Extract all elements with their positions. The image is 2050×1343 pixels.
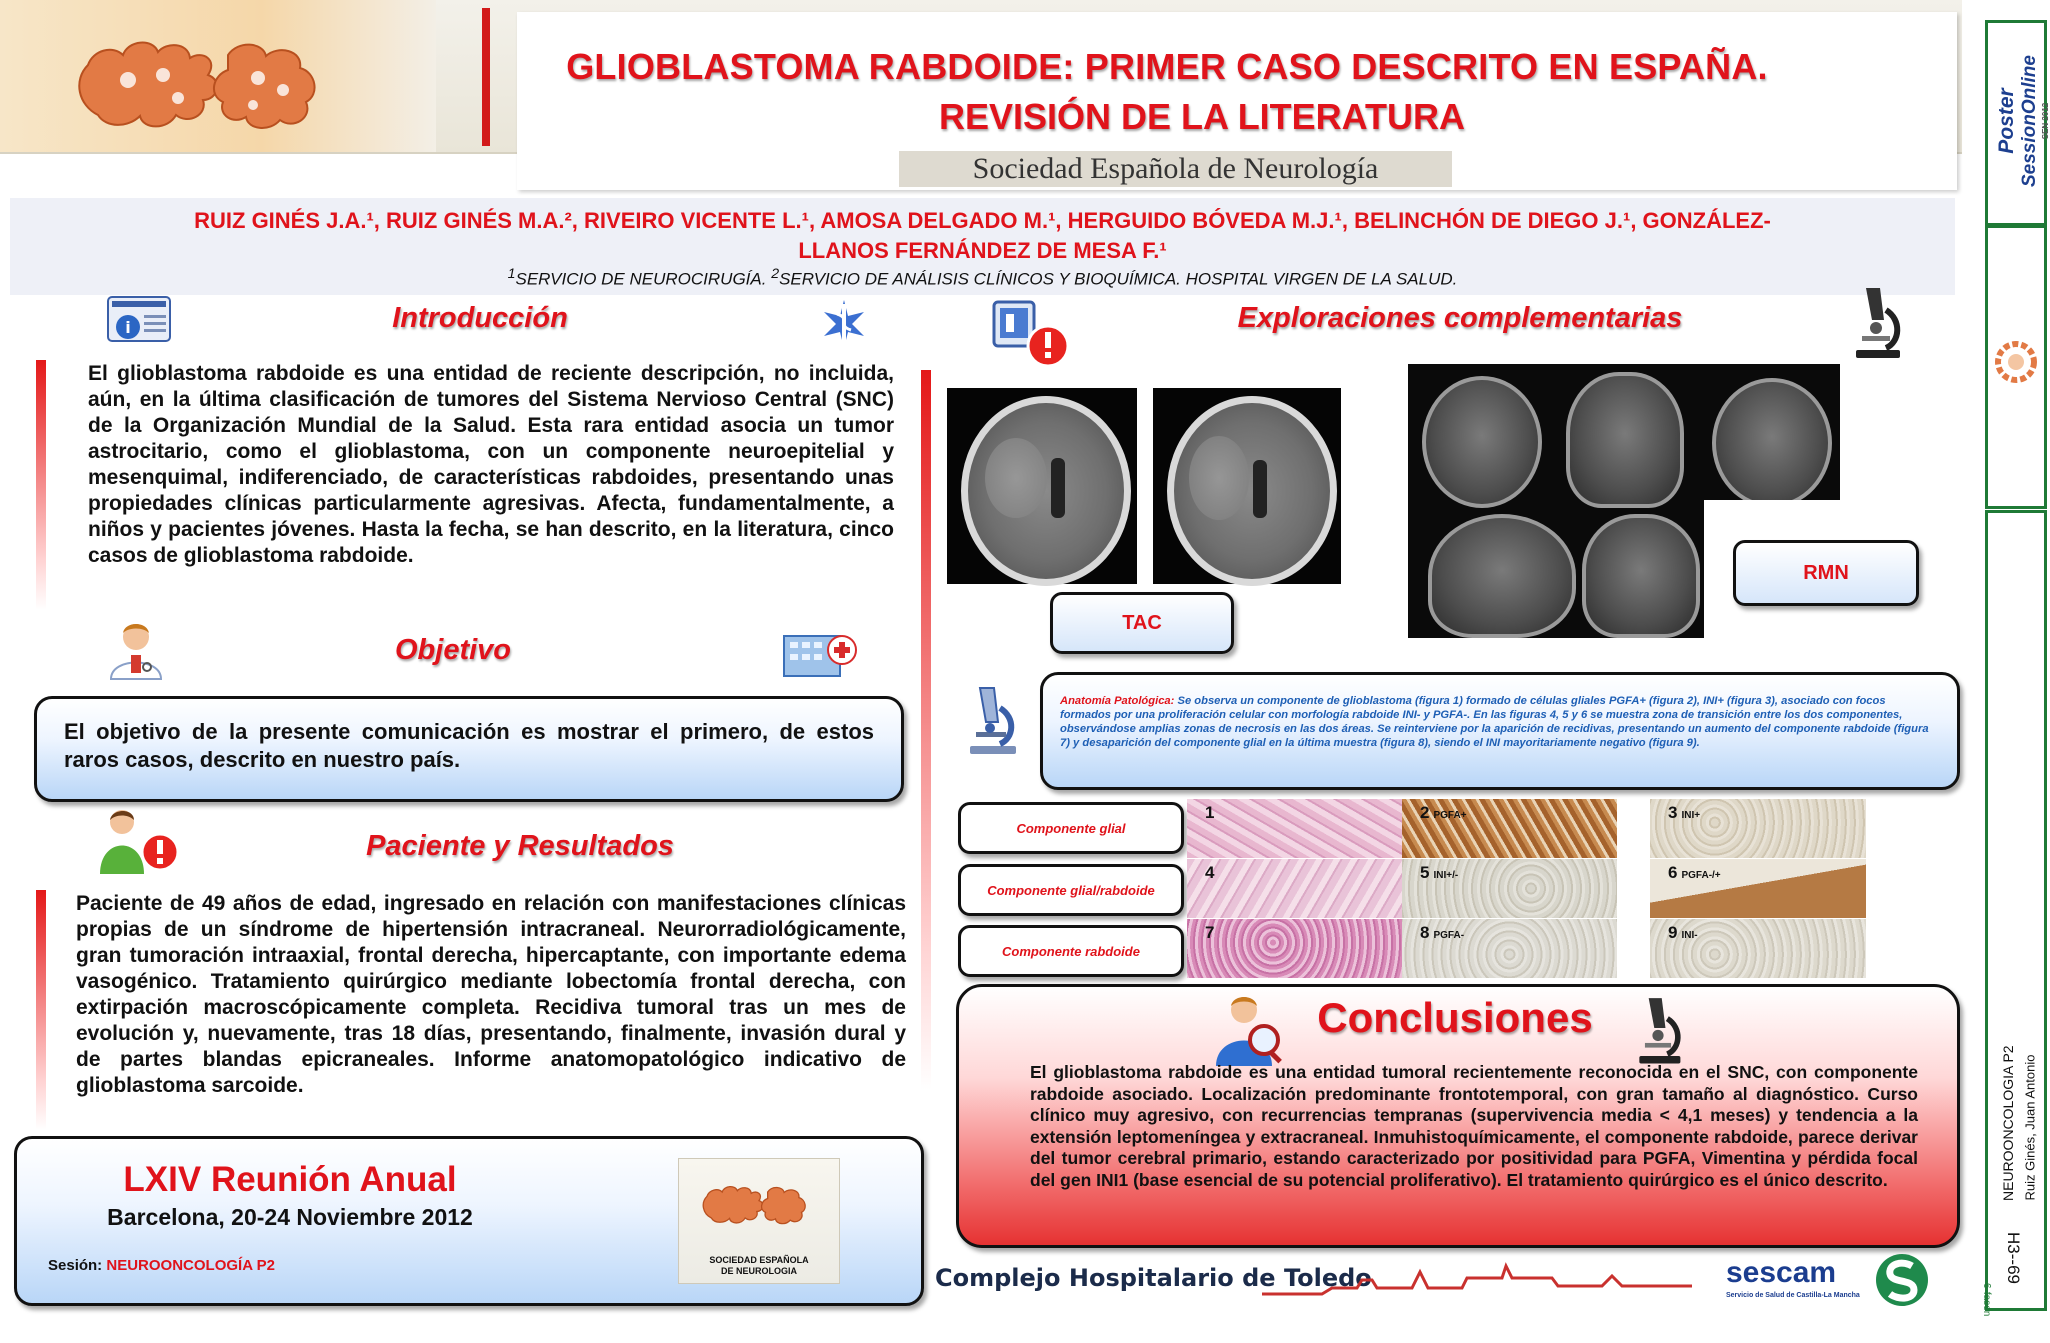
monitor-alert-icon [990, 296, 1080, 372]
middle-red-bar [921, 370, 931, 1090]
affiliations [10, 266, 1955, 290]
sidebar-category: NEUROONCOLOGIA P2 [2000, 1045, 2016, 1201]
sen-logo-text-line2: DE NEUROLOGIA [720, 1266, 797, 1276]
histology-panel-9-tag: INI- [1681, 930, 1698, 941]
histology-panel-9 [1650, 919, 1866, 978]
histology-panel-8-num: 8 [1420, 923, 1430, 942]
histology-panel-2-num: 2 [1420, 803, 1430, 822]
section-title-exploraciones: Exploraciones complementarias [1237, 302, 1683, 334]
hospital-name: Complejo Hospitalario de Toledo [935, 1264, 1372, 1292]
sidebar-logo-box [1985, 225, 2047, 509]
section-title-introduccion: Introducción [392, 302, 568, 334]
microscope-lab-icon [958, 682, 1028, 758]
hospital-building-icon [780, 624, 860, 680]
objetivo-text: El objetivo de la presente comunicación es mostrar el primero, de estos raros casos, descrito en nuestro país. [64, 719, 874, 772]
session-label: Sesión: [48, 1257, 107, 1274]
histology-panel-7 [1187, 919, 1402, 978]
intro-red-bar [36, 360, 46, 610]
medical-caduceus-icon [811, 296, 877, 352]
mri-axial-1 [1422, 376, 1542, 508]
affiliation-sup-2: 2 [771, 266, 780, 282]
meeting-place: Barcelona, 20-24 Noviembre 2012 [107, 1204, 473, 1230]
sen-logo-text-line1: SOCIEDAD ESPAÑOLA [709, 1255, 809, 1265]
sescam-name: sescam [1726, 1256, 1837, 1289]
histology-panel-7-num: 7 [1205, 923, 1215, 942]
doctor-icon [103, 619, 169, 681]
sescam-logo [1726, 1256, 1926, 1306]
sen-logo-box [678, 1158, 840, 1284]
histology-panel-5 [1402, 859, 1617, 918]
poster-session-online-brand [1995, 26, 2050, 216]
patient-alert-icon [96, 808, 186, 876]
brain-logo-small-icon [694, 1165, 824, 1245]
mri-sagittal [1428, 514, 1576, 638]
section-title-paciente: Paciente y Resultados [366, 830, 674, 862]
sidebar-brand-box[interactable] [1985, 20, 2050, 226]
sidebar-author: Ruiz Ginés, Juan Antonio [2022, 1054, 2038, 1201]
affiliation-sup-1: 1 [507, 266, 516, 282]
poster-title-line1: GLIOBLASTOMA RABDOIDE: PRIMER CASO DESCRITO EN ESPAÑA. [566, 46, 1768, 87]
histology-panel-6-num: 6 [1668, 863, 1678, 882]
authors-line1: RUIZ GINÉS J.A.¹, RUIZ GINÉS M.A.², RIVEIRO VICENTE L.¹, AMOSA DELGADO M.¹, HERGUIDO BÓVEDA M.J.¹, BELINCHÓN DE DIEGO J.¹, GONZÁLEZ- [194, 208, 1771, 233]
header-red-divider [482, 8, 490, 146]
histology-panel-1-num: 1 [1205, 803, 1215, 822]
row-label-glial-rabdoide: Componente glial/rabdoide [958, 864, 1184, 916]
histology-panel-6 [1650, 859, 1866, 918]
mri-axial-2 [1712, 378, 1832, 508]
tac-label: TAC [1050, 592, 1234, 654]
histology-panel-4-num: 4 [1205, 863, 1215, 882]
microscope-dark-icon [1630, 990, 1686, 1066]
brain-logo-icon [58, 20, 358, 150]
histology-panel-2-tag: PGFA+ [1433, 810, 1467, 821]
paciente-red-bar [36, 890, 46, 1130]
meeting-title: LXIV Reunión Anual [123, 1160, 457, 1199]
paciente-text: Paciente de 49 años de edad, ingresado en relación con manifestaciones clínicas propias de un síndrome de hipertensión intracraneal. Neurorradiológicamente, gran tumoración intraaxial, frontal derecha, hipercaptante, con importante edema vasogénico. Tratamiento quirúrgico mediante lobectomía frontal derecha, con extirpación macroscópicamente completa. Recidiva tumoral tras un mes de evolución y, nuevamente, tras 18 días, presentando, finalmente, invasión dural y de partes blandas epicraneales. Informe anatomopatológico indicativo de glioblastoma sarcoide. [76, 892, 906, 1097]
histology-panel-6-tag: PGFA-/+ [1681, 870, 1721, 881]
histology-panel-3 [1650, 799, 1866, 858]
row-label-rabdoide: Componente rabdoide [958, 925, 1184, 977]
sidebar-credit: 6-fasen [1981, 1283, 1992, 1317]
society-name-label: Sociedad Española de Neurología [899, 151, 1452, 187]
brand-small: SEN 2012 [2041, 102, 2050, 140]
authors-line2: LLANOS FERNÁNDEZ DE MESA F.¹ [798, 238, 1167, 263]
sidebar-code: H3--69 [2004, 1232, 2023, 1284]
brain-logo-sidebar-icon [1994, 340, 2038, 384]
info-card-icon [106, 295, 172, 345]
histology-panel-5-tag: INI+/- [1433, 870, 1459, 881]
histology-panel-8 [1402, 919, 1617, 978]
brand-poster: Poster [1995, 88, 2018, 154]
anatomia-text [1060, 694, 1936, 750]
histology-panel-9-num: 9 [1668, 923, 1678, 942]
ct-scan-image-1 [947, 388, 1137, 584]
histology-panel-8-tag: PGFA- [1433, 930, 1465, 941]
intro-text: El glioblastoma rabdoide es una entidad de reciente descripción, no incluida, aún, en la última clasificación de tumores del Sistema Nervioso Central (SNC) de la Organización Mundial de la Salud. Esta rara entidad asocia un tumor astrocitario, como el glioblastoma, con un componente neuroepitelial y mesenquimal, indiferenciado, de características rabdoides, presentando unas propiedades clínicas particularmente agresivas. Afecta, fundamentalmente, a niños y pacientes jóvenes. Hasta la fecha, se han descrito, en la literatura, cinco casos de glioblastoma rabdoide. [88, 362, 894, 567]
svg-text:i: i [125, 318, 131, 337]
histology-panel-1 [1187, 799, 1402, 858]
toledo-skyline-icon [1262, 1258, 1692, 1298]
doctor-magnifier-icon [1208, 992, 1288, 1068]
ct-scan-image-2 [1153, 388, 1341, 584]
meeting-session [48, 1257, 275, 1274]
session-value: NEUROONCOLOGÍA P2 [106, 1257, 275, 1274]
header-logo-area [0, 0, 436, 152]
mri-coronal-2 [1582, 514, 1700, 638]
anatomia-label: Anatomía Patológica: [1060, 695, 1175, 707]
histology-panel-2 [1402, 799, 1617, 858]
affiliation-2: SERVICIO DE ANÁLISIS CLÍNICOS Y BIOQUÍMICA. HOSPITAL VIRGEN DE LA SALUD. [779, 269, 1458, 289]
microscope-icon [1846, 280, 1906, 360]
histology-panel-4 [1187, 859, 1402, 918]
section-title-objetivo: Objetivo [394, 634, 511, 666]
brand-session-online: SessionOnline [2019, 55, 2040, 187]
mri-coronal [1566, 372, 1684, 508]
row-label-glial: Componente glial [958, 802, 1184, 854]
conclusiones-text: El glioblastoma rabdoide es una entidad tumoral recientemente reconocida en el SNC, con componente rabdoide asociado. Localización predominante frontotemporal, con gran tamaño al diagnóstico. Curso clínico muy agresivo, con recurrencias tempranas (supervivencia media < 4,1 meses) y tendencia a la extensión leptomeníngea y extracraneal. Inmuhistoquímicamente, el componente rabdoide, parece derivar del tumor cerebral primario, estando caracterizado por positividad para PGFA, Vimentina y pérdida focal del gen INI1 (base esencial de su potencial proliferativo). El tratamiento quirúrgico es el único descrito. [1030, 1062, 1918, 1190]
sescam-s-icon [1874, 1252, 1930, 1308]
affiliation-1: SERVICIO DE NEUROCIRUGÍA. [515, 269, 772, 289]
rmn-label: RMN [1733, 540, 1919, 606]
anatomia-description: Se observa un componente de glioblastoma (figura 1) formado de células gliales PGFA+ (figura 2), INI+ (figura 3), asociado con focos formados por una proliferación celular con morfología rabdoide INI- y PGFA-. En las figuras 4, 5 y 6 se muestra zona de transición entre los dos componentes, observándose amplias zonas de necrosis en las dos áreas. Se reinterviene por la aparición de recidivas, presentando un aumento del componente rabdoide (figura 7) y desaparición del componente glial en la última muestra (figura 8), siendo el INI mayoritariamente negativo (figura 9). [1060, 695, 1929, 749]
poster-title-line2: REVISIÓN DE LA LITERATURA [938, 96, 1465, 137]
sescam-subtitle: Servicio de Salud de Castilla-La Mancha [1726, 1292, 1860, 1299]
section-title-conclusiones: Conclusiones [1317, 994, 1593, 1041]
histology-panel-3-num: 3 [1668, 803, 1678, 822]
sidebar-info-box [1981, 510, 2047, 1317]
histology-panel-5-num: 5 [1420, 863, 1430, 882]
histology-panel-3-tag: INI+ [1681, 810, 1701, 821]
